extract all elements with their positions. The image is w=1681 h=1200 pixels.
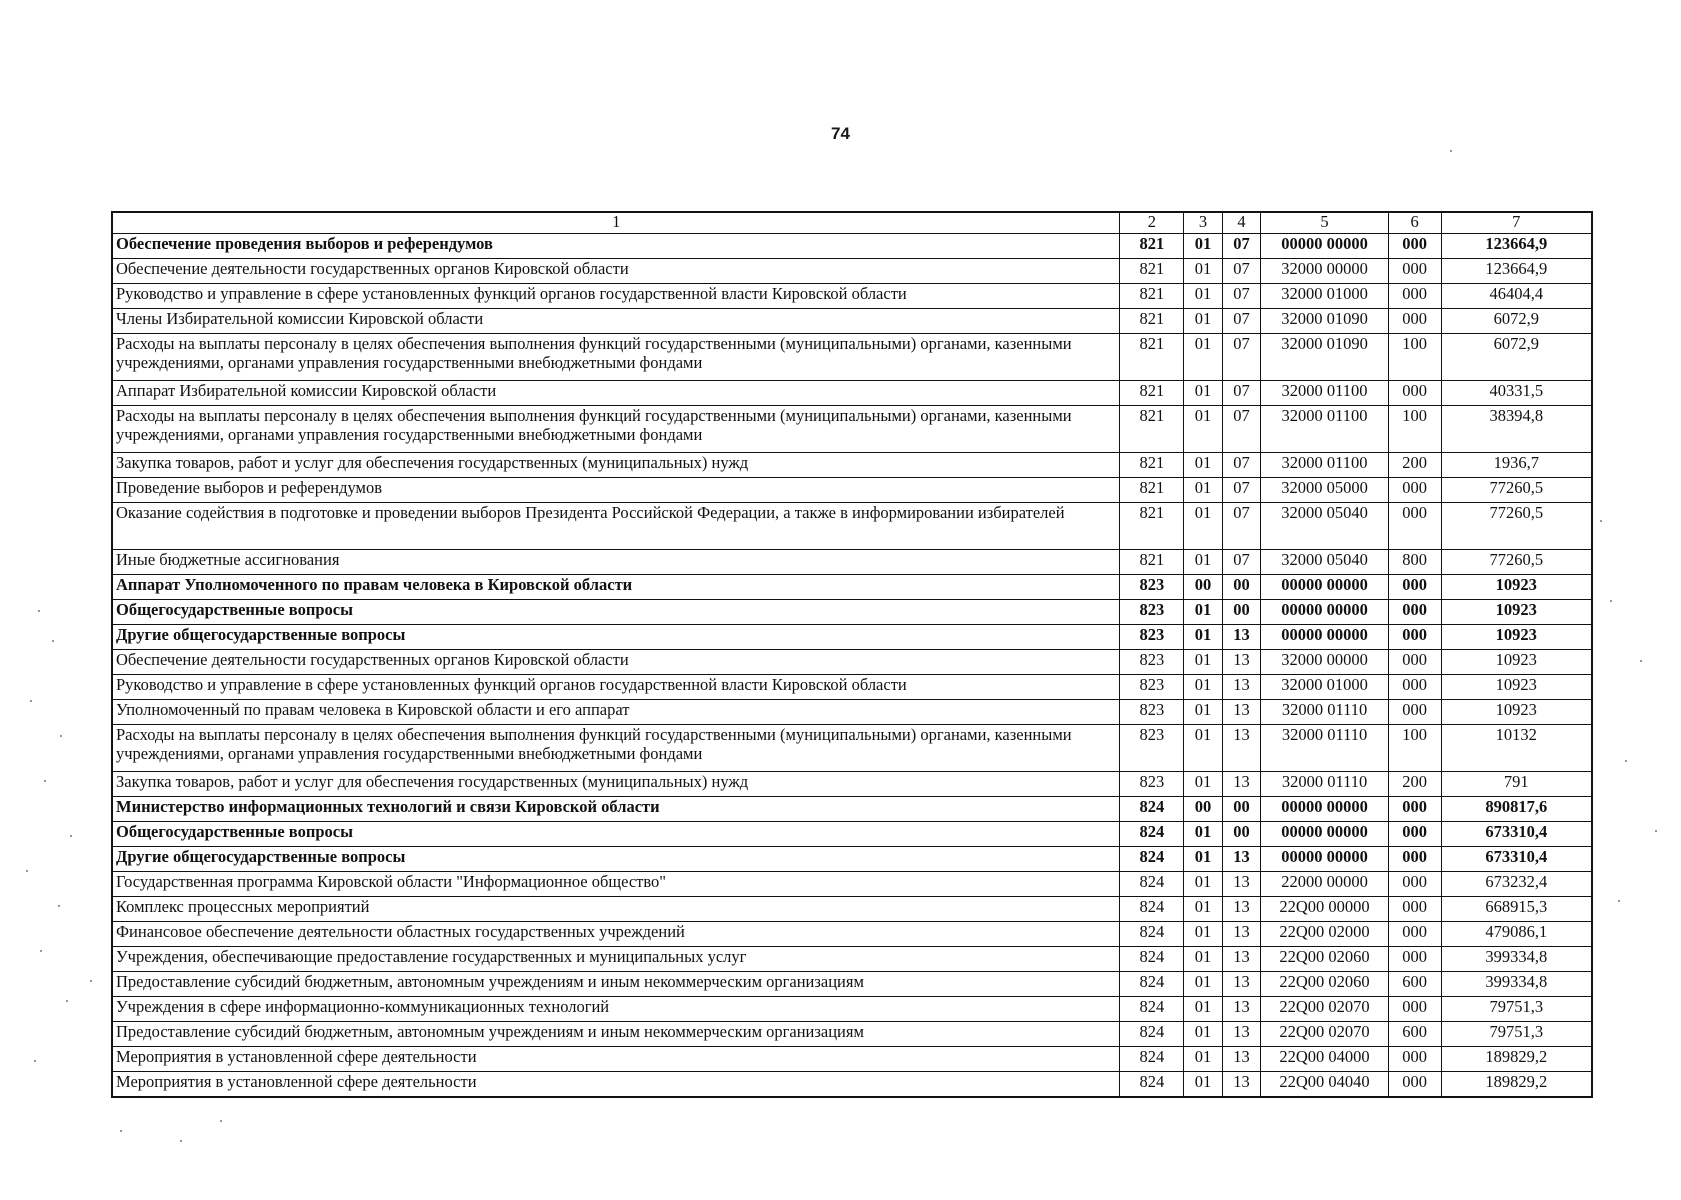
row-section-cell: 01 xyxy=(1184,822,1222,847)
row-expense-type-cell: 000 xyxy=(1388,872,1441,897)
row-admin-code-cell: 823 xyxy=(1120,575,1184,600)
row-admin-code-cell: 824 xyxy=(1120,972,1184,997)
row-target-article-cell: 32000 01110 xyxy=(1261,700,1389,725)
row-amount-cell: 10132 xyxy=(1441,725,1592,772)
row-subsection-cell: 13 xyxy=(1222,700,1260,725)
row-subsection-cell: 13 xyxy=(1222,872,1260,897)
row-target-article-cell: 00000 00000 xyxy=(1261,822,1389,847)
row-subsection-cell: 07 xyxy=(1222,334,1260,381)
row-admin-code-cell: 823 xyxy=(1120,625,1184,650)
row-name-cell: Мероприятия в установленной сфере деятельности xyxy=(112,1047,1120,1072)
row-section-cell: 01 xyxy=(1184,922,1222,947)
row-name-cell: Комплекс процессных мероприятий xyxy=(112,897,1120,922)
row-section-cell: 01 xyxy=(1184,947,1222,972)
table-row xyxy=(112,1047,1592,1072)
row-name-cell: Финансовое обеспечение деятельности областных государственных учреждений xyxy=(112,922,1120,947)
row-subsection-cell: 00 xyxy=(1222,822,1260,847)
row-expense-type-cell: 000 xyxy=(1388,575,1441,600)
row-target-article-cell: 00000 00000 xyxy=(1261,600,1389,625)
row-subsection-cell: 07 xyxy=(1222,234,1260,259)
row-name-cell: Обеспечение деятельности государственных органов Кировской области xyxy=(112,650,1120,675)
table-row xyxy=(112,872,1592,897)
table-row xyxy=(112,381,1592,406)
row-expense-type-cell: 000 xyxy=(1388,897,1441,922)
table-row xyxy=(112,922,1592,947)
row-name-cell: Члены Избирательной комиссии Кировской области xyxy=(112,309,1120,334)
row-admin-code-cell: 823 xyxy=(1120,772,1184,797)
scan-speck xyxy=(1450,150,1452,152)
row-amount-cell: 10923 xyxy=(1441,600,1592,625)
table-row xyxy=(112,503,1592,550)
row-admin-code-cell: 824 xyxy=(1120,822,1184,847)
row-section-cell: 01 xyxy=(1184,1022,1222,1047)
row-target-article-cell: 32000 00000 xyxy=(1261,650,1389,675)
row-section-cell: 01 xyxy=(1184,625,1222,650)
row-admin-code-cell: 821 xyxy=(1120,550,1184,575)
row-expense-type-cell: 100 xyxy=(1388,334,1441,381)
page-number: 74 xyxy=(831,124,850,143)
scan-speck xyxy=(1618,900,1620,902)
row-expense-type-cell: 000 xyxy=(1388,922,1441,947)
table-row xyxy=(112,406,1592,453)
row-admin-code-cell: 821 xyxy=(1120,478,1184,503)
row-name-cell: Общегосударственные вопросы xyxy=(112,822,1120,847)
row-section-cell: 01 xyxy=(1184,600,1222,625)
row-target-article-cell: 22Q00 04000 xyxy=(1261,1047,1389,1072)
scan-speck xyxy=(34,1060,36,1062)
table-row xyxy=(112,650,1592,675)
row-subsection-cell: 13 xyxy=(1222,1047,1260,1072)
row-amount-cell: 6072,9 xyxy=(1441,334,1592,381)
table-row xyxy=(112,453,1592,478)
row-amount-cell: 479086,1 xyxy=(1441,922,1592,947)
scan-speck xyxy=(1610,600,1612,602)
row-expense-type-cell: 000 xyxy=(1388,1047,1441,1072)
row-name-cell: Оказание содействия в подготовке и проведении выборов Президента Российской Федерации, а также в информировании избирателей xyxy=(112,503,1120,550)
row-amount-cell: 189829,2 xyxy=(1441,1072,1592,1098)
row-admin-code-cell: 824 xyxy=(1120,1072,1184,1098)
row-name-cell: Предоставление субсидий бюджетным, автономным учреждениям и иным некоммерческим организациям xyxy=(112,972,1120,997)
row-section-cell: 01 xyxy=(1184,675,1222,700)
row-subsection-cell: 13 xyxy=(1222,675,1260,700)
scan-speck xyxy=(220,1120,222,1122)
scan-speck xyxy=(180,1140,182,1142)
row-admin-code-cell: 824 xyxy=(1120,797,1184,822)
row-section-cell: 01 xyxy=(1184,550,1222,575)
row-expense-type-cell: 200 xyxy=(1388,772,1441,797)
row-admin-code-cell: 824 xyxy=(1120,1047,1184,1072)
scan-speck xyxy=(44,780,46,782)
row-section-cell: 01 xyxy=(1184,309,1222,334)
scan-speck xyxy=(1640,660,1642,662)
row-admin-code-cell: 824 xyxy=(1120,872,1184,897)
header-col-2: 2 xyxy=(1120,212,1184,234)
row-target-article-cell: 32000 01000 xyxy=(1261,284,1389,309)
row-subsection-cell: 13 xyxy=(1222,1022,1260,1047)
row-subsection-cell: 13 xyxy=(1222,650,1260,675)
row-section-cell: 01 xyxy=(1184,284,1222,309)
row-target-article-cell: 22000 00000 xyxy=(1261,872,1389,897)
row-name-cell: Уполномоченный по правам человека в Кировской области и его аппарат xyxy=(112,700,1120,725)
row-admin-code-cell: 824 xyxy=(1120,847,1184,872)
row-amount-cell: 10923 xyxy=(1441,700,1592,725)
scan-speck xyxy=(26,870,28,872)
row-admin-code-cell: 821 xyxy=(1120,284,1184,309)
row-expense-type-cell: 100 xyxy=(1388,406,1441,453)
row-admin-code-cell: 824 xyxy=(1120,947,1184,972)
table-row xyxy=(112,772,1592,797)
row-expense-type-cell: 000 xyxy=(1388,259,1441,284)
scan-speck xyxy=(58,905,60,907)
row-subsection-cell: 13 xyxy=(1222,725,1260,772)
table-row xyxy=(112,797,1592,822)
scan-speck xyxy=(1655,830,1657,832)
row-expense-type-cell: 000 xyxy=(1388,625,1441,650)
row-expense-type-cell: 000 xyxy=(1388,1072,1441,1098)
row-target-article-cell: 00000 00000 xyxy=(1261,625,1389,650)
table-row xyxy=(112,822,1592,847)
row-subsection-cell: 00 xyxy=(1222,600,1260,625)
row-expense-type-cell: 000 xyxy=(1388,381,1441,406)
row-section-cell: 01 xyxy=(1184,897,1222,922)
row-name-cell: Проведение выборов и референдумов xyxy=(112,478,1120,503)
table-row xyxy=(112,972,1592,997)
row-subsection-cell: 13 xyxy=(1222,625,1260,650)
row-amount-cell: 673310,4 xyxy=(1441,822,1592,847)
row-expense-type-cell: 000 xyxy=(1388,997,1441,1022)
row-subsection-cell: 07 xyxy=(1222,309,1260,334)
row-target-article-cell: 32000 01100 xyxy=(1261,406,1389,453)
row-target-article-cell: 22Q00 00000 xyxy=(1261,897,1389,922)
row-subsection-cell: 07 xyxy=(1222,550,1260,575)
row-target-article-cell: 32000 05040 xyxy=(1261,503,1389,550)
table-row xyxy=(112,575,1592,600)
row-section-cell: 01 xyxy=(1184,972,1222,997)
row-target-article-cell: 32000 00000 xyxy=(1261,259,1389,284)
row-subsection-cell: 07 xyxy=(1222,453,1260,478)
row-name-cell: Другие общегосударственные вопросы xyxy=(112,625,1120,650)
scan-speck xyxy=(1625,760,1627,762)
row-expense-type-cell: 000 xyxy=(1388,700,1441,725)
row-section-cell: 01 xyxy=(1184,872,1222,897)
row-expense-type-cell: 600 xyxy=(1388,1022,1441,1047)
row-amount-cell: 40331,5 xyxy=(1441,381,1592,406)
row-amount-cell: 668915,3 xyxy=(1441,897,1592,922)
row-target-article-cell: 32000 01110 xyxy=(1261,772,1389,797)
row-name-cell: Министерство информационных технологий и связи Кировской области xyxy=(112,797,1120,822)
row-admin-code-cell: 821 xyxy=(1120,503,1184,550)
row-section-cell: 01 xyxy=(1184,478,1222,503)
row-name-cell: Мероприятия в установленной сфере деятельности xyxy=(112,1072,1120,1098)
row-amount-cell: 77260,5 xyxy=(1441,503,1592,550)
row-admin-code-cell: 824 xyxy=(1120,1022,1184,1047)
header-col-5: 5 xyxy=(1261,212,1389,234)
row-expense-type-cell: 000 xyxy=(1388,478,1441,503)
budget-table-container xyxy=(111,211,1593,1098)
scan-speck xyxy=(120,1130,122,1132)
row-target-article-cell: 32000 01000 xyxy=(1261,675,1389,700)
scan-speck xyxy=(52,640,54,642)
table-row xyxy=(112,478,1592,503)
row-amount-cell: 791 xyxy=(1441,772,1592,797)
row-name-cell: Иные бюджетные ассигнования xyxy=(112,550,1120,575)
header-col-7: 7 xyxy=(1441,212,1592,234)
row-section-cell: 01 xyxy=(1184,503,1222,550)
scan-speck xyxy=(60,735,62,737)
row-target-article-cell: 22Q00 02060 xyxy=(1261,947,1389,972)
row-amount-cell: 46404,4 xyxy=(1441,284,1592,309)
row-subsection-cell: 13 xyxy=(1222,922,1260,947)
row-target-article-cell: 32000 05000 xyxy=(1261,478,1389,503)
row-name-cell: Предоставление субсидий бюджетным, автономным учреждениям и иным некоммерческим организациям xyxy=(112,1022,1120,1047)
scan-speck xyxy=(40,950,42,952)
row-section-cell: 01 xyxy=(1184,234,1222,259)
row-admin-code-cell: 823 xyxy=(1120,725,1184,772)
row-name-cell: Обеспечение деятельности государственных органов Кировской области xyxy=(112,259,1120,284)
row-expense-type-cell: 000 xyxy=(1388,284,1441,309)
row-amount-cell: 79751,3 xyxy=(1441,997,1592,1022)
table-row xyxy=(112,600,1592,625)
row-subsection-cell: 00 xyxy=(1222,575,1260,600)
row-amount-cell: 6072,9 xyxy=(1441,309,1592,334)
row-admin-code-cell: 823 xyxy=(1120,675,1184,700)
row-expense-type-cell: 000 xyxy=(1388,797,1441,822)
table-row xyxy=(112,550,1592,575)
row-subsection-cell: 13 xyxy=(1222,897,1260,922)
table-row xyxy=(112,700,1592,725)
scan-speck xyxy=(38,610,40,612)
row-section-cell: 01 xyxy=(1184,334,1222,381)
row-target-article-cell: 00000 00000 xyxy=(1261,847,1389,872)
row-section-cell: 01 xyxy=(1184,1072,1222,1098)
row-target-article-cell: 22Q00 02070 xyxy=(1261,997,1389,1022)
row-subsection-cell: 13 xyxy=(1222,972,1260,997)
row-name-cell: Закупка товаров, работ и услуг для обеспечения государственных (муниципальных) нужд xyxy=(112,453,1120,478)
scan-speck xyxy=(70,835,72,837)
table-row xyxy=(112,259,1592,284)
row-expense-type-cell: 000 xyxy=(1388,309,1441,334)
row-expense-type-cell: 000 xyxy=(1388,847,1441,872)
table-row xyxy=(112,1072,1592,1098)
row-admin-code-cell: 821 xyxy=(1120,259,1184,284)
row-admin-code-cell: 821 xyxy=(1120,381,1184,406)
row-amount-cell: 1936,7 xyxy=(1441,453,1592,478)
row-target-article-cell: 32000 01100 xyxy=(1261,381,1389,406)
row-amount-cell: 673310,4 xyxy=(1441,847,1592,872)
row-amount-cell: 673232,4 xyxy=(1441,872,1592,897)
row-admin-code-cell: 823 xyxy=(1120,700,1184,725)
row-amount-cell: 123664,9 xyxy=(1441,259,1592,284)
row-section-cell: 01 xyxy=(1184,381,1222,406)
row-target-article-cell: 32000 01090 xyxy=(1261,309,1389,334)
row-expense-type-cell: 100 xyxy=(1388,725,1441,772)
row-admin-code-cell: 821 xyxy=(1120,334,1184,381)
table-row xyxy=(112,334,1592,381)
table-row xyxy=(112,847,1592,872)
row-admin-code-cell: 824 xyxy=(1120,922,1184,947)
row-name-cell: Государственная программа Кировской области "Информационное общество" xyxy=(112,872,1120,897)
row-name-cell: Расходы на выплаты персоналу в целях обеспечения выполнения функций государственными (муниципальными) органами, казенными учреждениями, органами управления государственными внебюджетными фондами xyxy=(112,406,1120,453)
row-name-cell: Аппарат Избирательной комиссии Кировской области xyxy=(112,381,1120,406)
row-subsection-cell: 07 xyxy=(1222,478,1260,503)
table-row xyxy=(112,947,1592,972)
row-name-cell: Расходы на выплаты персоналу в целях обеспечения выполнения функций государственными (муниципальными) органами, казенными учреждениями, органами управления государственными внебюджетными фондами xyxy=(112,725,1120,772)
row-amount-cell: 77260,5 xyxy=(1441,478,1592,503)
table-row xyxy=(112,997,1592,1022)
row-expense-type-cell: 800 xyxy=(1388,550,1441,575)
row-section-cell: 01 xyxy=(1184,453,1222,478)
row-section-cell: 01 xyxy=(1184,725,1222,772)
row-target-article-cell: 32000 05040 xyxy=(1261,550,1389,575)
row-section-cell: 01 xyxy=(1184,406,1222,453)
row-amount-cell: 890817,6 xyxy=(1441,797,1592,822)
row-expense-type-cell: 000 xyxy=(1388,650,1441,675)
row-subsection-cell: 13 xyxy=(1222,997,1260,1022)
row-amount-cell: 10923 xyxy=(1441,625,1592,650)
table-row xyxy=(112,625,1592,650)
scan-speck xyxy=(66,1000,68,1002)
row-target-article-cell: 22Q00 02000 xyxy=(1261,922,1389,947)
row-expense-type-cell: 600 xyxy=(1388,972,1441,997)
row-name-cell: Учреждения, обеспечивающие предоставление государственных и муниципальных услуг xyxy=(112,947,1120,972)
row-amount-cell: 10923 xyxy=(1441,675,1592,700)
row-section-cell: 01 xyxy=(1184,1047,1222,1072)
table-row xyxy=(112,725,1592,772)
row-section-cell: 01 xyxy=(1184,650,1222,675)
row-amount-cell: 38394,8 xyxy=(1441,406,1592,453)
row-name-cell: Руководство и управление в сфере установленных функций органов государственной власти Кировской области xyxy=(112,284,1120,309)
row-expense-type-cell: 000 xyxy=(1388,600,1441,625)
row-subsection-cell: 13 xyxy=(1222,772,1260,797)
row-subsection-cell: 07 xyxy=(1222,503,1260,550)
table-row xyxy=(112,897,1592,922)
row-expense-type-cell: 000 xyxy=(1388,503,1441,550)
row-subsection-cell: 07 xyxy=(1222,381,1260,406)
row-amount-cell: 10923 xyxy=(1441,650,1592,675)
row-section-cell: 01 xyxy=(1184,700,1222,725)
row-admin-code-cell: 824 xyxy=(1120,897,1184,922)
row-expense-type-cell: 000 xyxy=(1388,234,1441,259)
row-section-cell: 01 xyxy=(1184,259,1222,284)
row-target-article-cell: 00000 00000 xyxy=(1261,575,1389,600)
row-section-cell: 00 xyxy=(1184,575,1222,600)
row-admin-code-cell: 824 xyxy=(1120,997,1184,1022)
scan-speck xyxy=(30,700,32,702)
row-amount-cell: 399334,8 xyxy=(1441,972,1592,997)
row-name-cell: Руководство и управление в сфере установленных функций органов государственной власти Кировской области xyxy=(112,675,1120,700)
row-subsection-cell: 13 xyxy=(1222,847,1260,872)
row-subsection-cell: 07 xyxy=(1222,406,1260,453)
header-col-6: 6 xyxy=(1388,212,1441,234)
row-amount-cell: 77260,5 xyxy=(1441,550,1592,575)
table-row xyxy=(112,284,1592,309)
table-header-row xyxy=(112,212,1592,234)
row-target-article-cell: 22Q00 02060 xyxy=(1261,972,1389,997)
row-section-cell: 00 xyxy=(1184,797,1222,822)
row-name-cell: Аппарат Уполномоченного по правам человека в Кировской области xyxy=(112,575,1120,600)
header-col-1: 1 xyxy=(112,212,1120,234)
row-subsection-cell: 07 xyxy=(1222,259,1260,284)
row-amount-cell: 79751,3 xyxy=(1441,1022,1592,1047)
row-section-cell: 01 xyxy=(1184,772,1222,797)
row-target-article-cell: 22Q00 04040 xyxy=(1261,1072,1389,1098)
row-name-cell: Расходы на выплаты персоналу в целях обеспечения выполнения функций государственными (муниципальными) органами, казенными учреждениями, органами управления государственными внебюджетными фондами xyxy=(112,334,1120,381)
row-admin-code-cell: 823 xyxy=(1120,650,1184,675)
row-admin-code-cell: 821 xyxy=(1120,453,1184,478)
header-col-4: 4 xyxy=(1222,212,1260,234)
row-target-article-cell: 00000 00000 xyxy=(1261,797,1389,822)
row-section-cell: 01 xyxy=(1184,847,1222,872)
row-name-cell: Обеспечение проведения выборов и референдумов xyxy=(112,234,1120,259)
row-name-cell: Другие общегосударственные вопросы xyxy=(112,847,1120,872)
row-subsection-cell: 13 xyxy=(1222,1072,1260,1098)
row-amount-cell: 123664,9 xyxy=(1441,234,1592,259)
table-body xyxy=(112,234,1592,1098)
row-name-cell: Общегосударственные вопросы xyxy=(112,600,1120,625)
row-section-cell: 01 xyxy=(1184,997,1222,1022)
row-admin-code-cell: 821 xyxy=(1120,309,1184,334)
row-target-article-cell: 32000 01110 xyxy=(1261,725,1389,772)
row-target-article-cell: 22Q00 02070 xyxy=(1261,1022,1389,1047)
row-admin-code-cell: 823 xyxy=(1120,600,1184,625)
table-row xyxy=(112,1022,1592,1047)
row-amount-cell: 399334,8 xyxy=(1441,947,1592,972)
table-row xyxy=(112,309,1592,334)
row-expense-type-cell: 000 xyxy=(1388,822,1441,847)
header-col-3: 3 xyxy=(1184,212,1222,234)
scan-speck xyxy=(90,980,92,982)
row-admin-code-cell: 821 xyxy=(1120,234,1184,259)
row-target-article-cell: 32000 01090 xyxy=(1261,334,1389,381)
row-name-cell: Закупка товаров, работ и услуг для обеспечения государственных (муниципальных) нужд xyxy=(112,772,1120,797)
scan-speck xyxy=(1600,520,1602,522)
row-amount-cell: 189829,2 xyxy=(1441,1047,1592,1072)
row-subsection-cell: 13 xyxy=(1222,947,1260,972)
row-subsection-cell: 07 xyxy=(1222,284,1260,309)
row-target-article-cell: 00000 00000 xyxy=(1261,234,1389,259)
budget-table xyxy=(111,211,1593,1098)
row-target-article-cell: 32000 01100 xyxy=(1261,453,1389,478)
row-amount-cell: 10923 xyxy=(1441,575,1592,600)
row-expense-type-cell: 000 xyxy=(1388,675,1441,700)
table-row xyxy=(112,234,1592,259)
row-name-cell: Учреждения в сфере информационно-коммуникационных технологий xyxy=(112,997,1120,1022)
row-admin-code-cell: 821 xyxy=(1120,406,1184,453)
row-expense-type-cell: 000 xyxy=(1388,947,1441,972)
table-row xyxy=(112,675,1592,700)
row-subsection-cell: 00 xyxy=(1222,797,1260,822)
row-expense-type-cell: 200 xyxy=(1388,453,1441,478)
